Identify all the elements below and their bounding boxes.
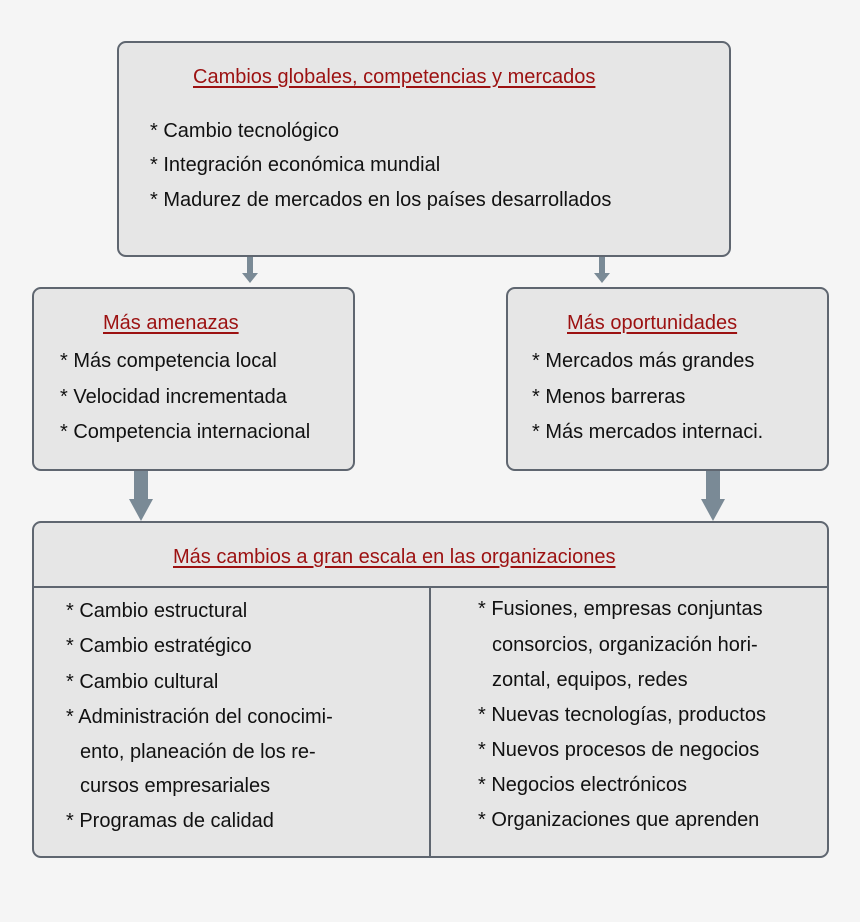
- opportunities-item: * Menos barreras: [532, 386, 686, 408]
- threats-item: * Más competencia local: [60, 350, 277, 372]
- arrow-top-right-head: [594, 273, 610, 283]
- opportunities-item: * Más mercados internaci.: [532, 421, 764, 443]
- arrow-top-left-head: [242, 273, 258, 283]
- arrow-left-down: [134, 471, 148, 501]
- column-divider: [429, 587, 431, 857]
- organizations-left-item: cursos empresariales: [80, 775, 271, 797]
- top-item: * Cambio tecnológico: [150, 120, 339, 142]
- opportunities-item: * Mercados más grandes: [532, 350, 755, 372]
- organizations-right-item: zontal, equipos, redes: [492, 669, 688, 691]
- organizations-left-item: * Cambio cultural: [66, 671, 219, 693]
- organizations-left-item: * Administración del conocimi-: [66, 706, 333, 728]
- organizations-left-item: * Cambio estructural: [66, 600, 248, 622]
- organizations-left-item: * Programas de calidad: [66, 810, 274, 832]
- organizations-right-item: * Negocios electrónicos: [478, 774, 687, 796]
- organizations-title: Más cambios a gran escala en las organizaciones: [173, 546, 616, 568]
- top-item: * Integración económica mundial: [150, 154, 441, 176]
- threats-item: * Velocidad incrementada: [60, 386, 287, 408]
- organizations-right-item: * Organizaciones que aprenden: [478, 809, 760, 831]
- organizations-left-item: * Cambio estratégico: [66, 635, 252, 657]
- organizations-right-item: consorcios, organización hori-: [492, 634, 758, 656]
- threats-item: * Competencia internacional: [60, 421, 311, 443]
- arrow-right-down-head: [701, 499, 725, 521]
- arrow-left-down-head: [129, 499, 153, 521]
- arrow-right-down: [706, 471, 720, 501]
- top-title: Cambios globales, competencias y mercados: [193, 66, 596, 88]
- organizations-right-item: * Nuevas tecnologías, productos: [478, 704, 766, 726]
- threats-title: Más amenazas: [103, 312, 239, 334]
- opportunities-title: Más oportunidades: [567, 312, 738, 334]
- top-item: * Madurez de mercados en los países desarrollados: [150, 189, 612, 211]
- organizations-right-item: * Nuevos procesos de negocios: [478, 739, 760, 761]
- organizations-left-item: ento, planeación de los re-: [80, 741, 316, 763]
- organizations-right-item: * Fusiones, empresas conjuntas: [478, 598, 763, 620]
